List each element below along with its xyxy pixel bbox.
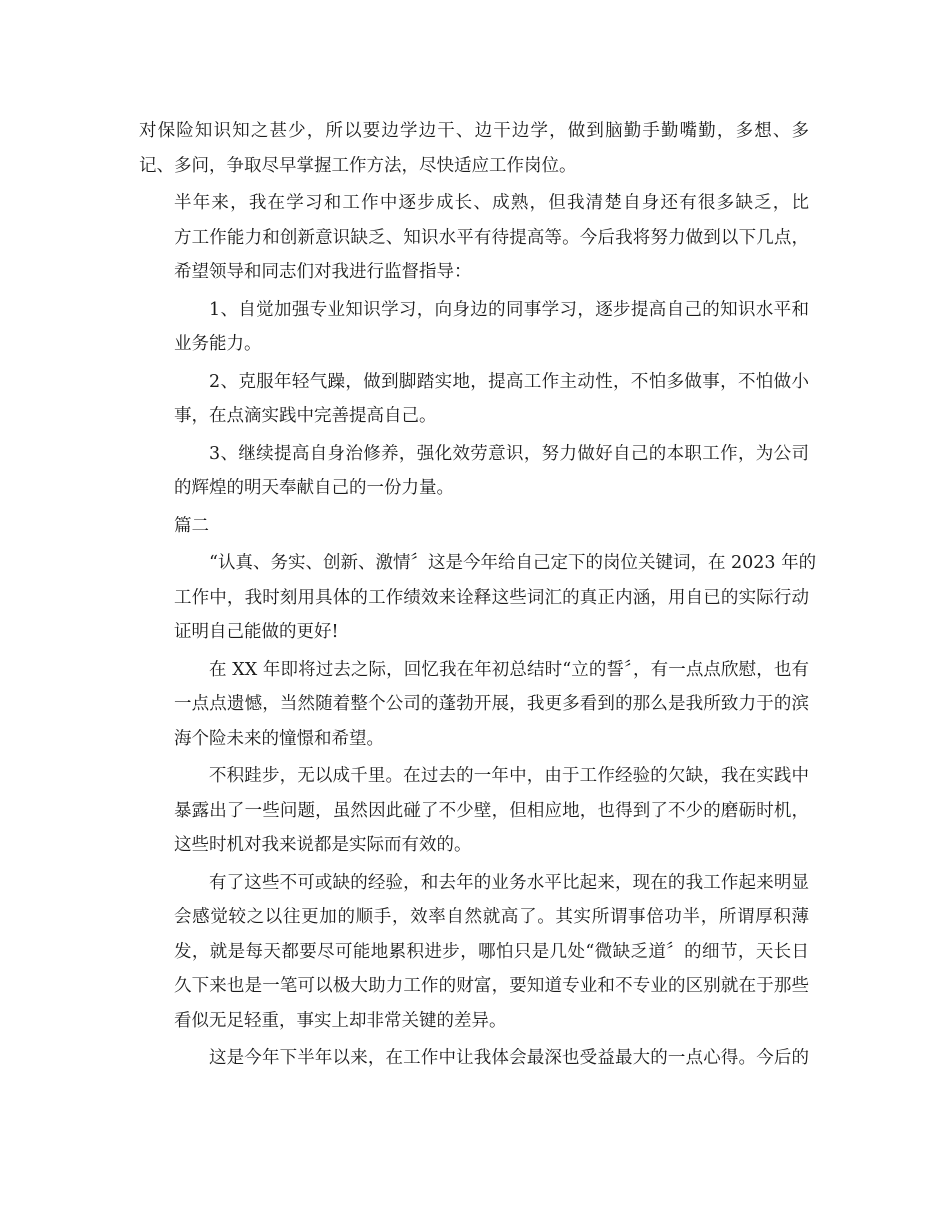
paragraph [139,365,809,434]
text-line: 业务能力。 [174,334,262,354]
text-line: 暴露出了一些问题，虽然因此碰了不少壁，但相应地，也得到了不少的磨砺时机， [174,800,809,821]
paragraph [139,1041,809,1076]
text-line: 1、自觉加强专业知识学习，向身边的同事学习，逐步提高自己的知识水平和 [209,299,809,320]
text-line: 2、克服年轻气躁，做到脚踏实地，提高工作主动性，不怕多做事，不怕做小 [209,371,809,392]
text-line: 海个险未来的憧憬和希望。 [174,728,384,749]
text-line: 记、多问，争取尽早掌握工作方法，尽快适应工作岗位。 [139,155,577,176]
section-heading: 篇二 [174,515,209,536]
paragraph [139,437,809,506]
text-line: 的辉煌的明天奉献自己的一份力量。 [174,478,454,498]
text-line: 会感觉较之以往更加的顺手，效率自然就高了。其实所谓事倍功半，所谓厚积薄 [174,907,809,927]
paragraph [139,866,809,1039]
text-line: 半年来，我在学习和工作中逐步成长、成熟，但我清楚自身还有很多缺乏，比 [174,193,809,213]
text-line: 一点点遗憾，当然随着整个公司的蓬勃开展，我更多看到的那么是我所致力于的滨 [174,694,809,714]
text-line: 证明自己能做的更好! [174,622,339,642]
text-line: 久下来也是一笔可以极大助力工作的财富，要知道专业和不专业的区别就在于那些 [174,976,809,996]
text-line: 不积跬步，无以成千里。在过去的一年中，由于工作经验的欠缺，我在实践中 [209,766,809,786]
text-line: 这是今年下半年以来，在工作中让我体会最深也受益最大的一点心得。今后的 [209,1048,809,1068]
text-line: 3、继续提高自身治修养，强化效劳意识，努力做好自己的本职工作，为公司 [209,443,809,464]
text-line: 希望领导和同志们对我进行监督指导： [174,262,472,282]
text-line: 在 XX 年即将过去之际，回忆我在年初总结时“立的誓〞，有一点点欣慰，也有 [209,659,809,680]
text-line: 对保险知识知之甚少，所以要边学边干、边干边学，做到脑勤手勤嘴勤，多想、多 [139,121,809,141]
text-line: 有了这些不可或缺的经验，和去年的业务水平比起来，现在的我工作起来明显 [209,872,809,893]
text-line: 工作中，我时刻用具体的工作绩效来诠释这些词汇的真正内涵，用自已的实际行动 [174,587,809,608]
paragraph [139,653,809,757]
paragraph [139,114,809,183]
paragraph [139,759,809,863]
text-line: 发，就是每天都要尽可能地累积进步，哪怕只是几处“微缺乏道〞的细节，天长日 [174,941,809,962]
text-line: 这些时机对我来说都是实际而有效的。 [174,835,472,855]
text-line: 方工作能力和创新意识缺乏、知识水平有待提高等。今后我将努力做到以下几点， [174,227,809,248]
text-line: “认真、务实、创新、激情〞这是今年给自己定下的岗位关键词，在 2023 年的 [209,553,817,573]
document-body [139,114,817,1079]
text-line: 事，在点滴实践中完善提高自己。 [174,406,437,426]
paragraph [139,546,817,650]
text-line: 看似无足轻重，事实上却非常关键的差异。 [174,1010,507,1031]
paragraph [139,293,809,362]
paragraph [139,186,809,290]
